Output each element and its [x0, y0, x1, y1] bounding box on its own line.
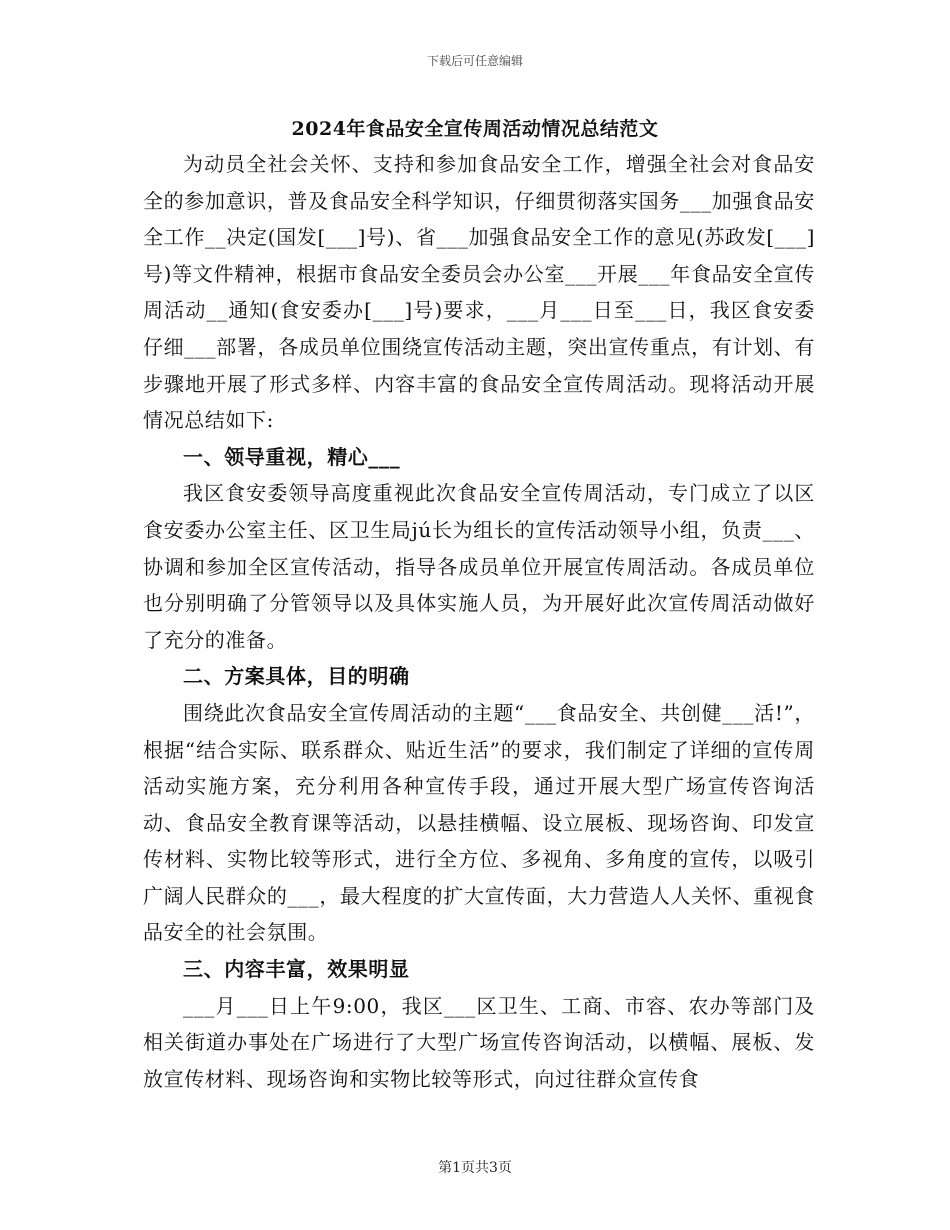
page-number: 第1页共3页 — [438, 1160, 512, 1176]
section-heading-3: 三、内容丰富，效果明显 — [183, 957, 410, 982]
document-title: 2024年食品安全宣传周活动情况总结范文 — [291, 118, 659, 140]
section-3-paragraph: ___月___日上午9:00，我区___区卫生、工商、市容、农办等部门及相关街道办事处在广场进行了大型广场宣传咨询活动，以横幅、展板、发放宣传材料、现场咨询和实物比较等形式，向过往群众宣传食 — [143, 993, 815, 1091]
section-1-paragraph: 我区食安委领导高度重视此次食品安全宣传周活动，专门成立了以区食安委办公室主任、区卫生局jú长为组长的宣传活动领导小组，负责___、协调和参加全区宣传活动，指导各成员单位开展宣传周活动。各成员单位也分别明确了分管领导以及具体实施人员，为开展好此次宣传周活动做好了充分的准备。 — [143, 481, 815, 652]
intro-paragraph: 为动员全社会关怀、支持和参加食品安全工作，增强全社会对食品安全的参加意识，普及食品安全科学知识，仔细贯彻落实国务___加强食品安全工作__决定(国发[___]号)、省___加强食品安全工作的意见(苏政发[___]号)等文件精神，根据市食品安全委员会办公室___开展___年食品安全宣传周活动__通知(食安委办[___]号)要求，___月___日至___日，我区食安委仔细___部署，各成员单位围绕宣传活动主题，突出宣传重点，有计划、有步骤地开展了形式多样、内容丰富的食品安全宣传周活动。现将活动开展情况总结如下: — [143, 152, 815, 433]
section-heading-2: 二、方案具体，目的明确 — [183, 664, 410, 689]
section-2-paragraph: 围绕此次食品安全宣传周活动的主题“___食品安全、共创健___活!”，根据“结合实际、联系群众、贴近生活”的要求，我们制定了详细的宣传周活动实施方案，充分利用各种宣传手段，通过开展大型广场宣传咨询活动、食品安全教育课等活动，以悬挂横幅、设立展板、现场咨询、印发宣传材料、实物比较等形式，进行全方位、多视角、多角度的宣传，以吸引广阔人民群众的___，最大程度的扩大宣传面，大力营造人人关怀、重视食品安全的社会氛围。 — [143, 700, 815, 945]
header-note: 下载后可任意编辑 — [426, 54, 523, 68]
section-heading-1: 一、领导重视，精心___ — [183, 444, 401, 469]
document-body — [143, 146, 815, 1097]
